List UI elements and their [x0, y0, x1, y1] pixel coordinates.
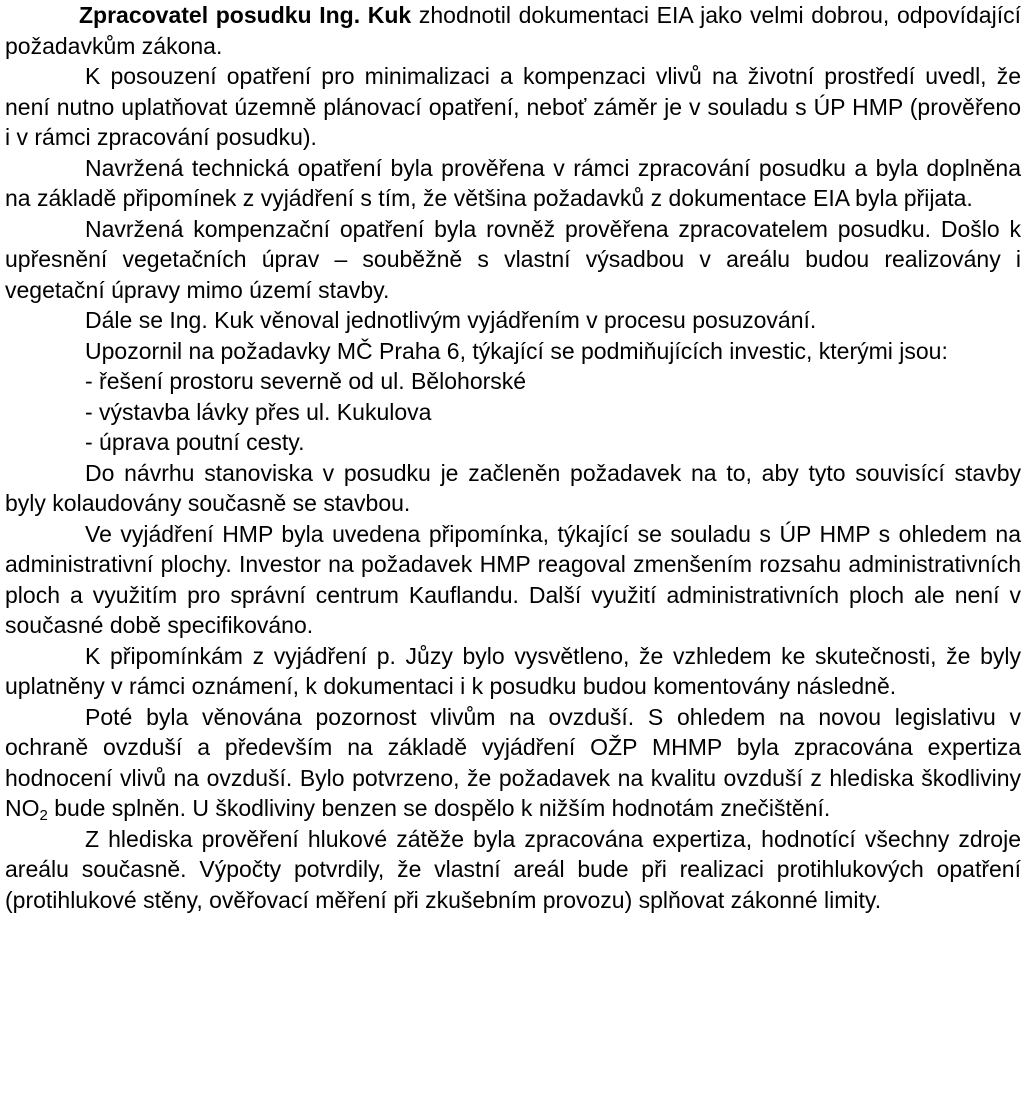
paragraph-10-subscript: 2 — [39, 807, 48, 824]
paragraph-8: Ve vyjádření HMP byla uvedena připomínka, týkající se souladu s ÚP HMP s ohledem na administrativní plochy. Investor na požadavek HMP reagoval zmenšením rozsahu administrativních ploch a využitím pro správní centrum Kauflandu. Další využití administrativních ploch ale není v současné době specifikováno. — [5, 520, 1021, 638]
paragraph-10-text-after: bude splněn. U škodliviny benzen se dospělo k nižším hodnotám znečištění. — [47, 795, 831, 821]
list-item-1: - řešení prostoru severně od ul. Bělohorské — [85, 368, 527, 394]
paragraph-9: K připomínkám z vyjádření p. Jůzy bylo vysvětleno, že vzhledem ke skutečnosti, že byly uplatněny v rámci oznámení, k dokumentaci i k posudku budou komentovány následně. — [5, 642, 1021, 699]
list-item-2: - výstavba lávky přes ul. Kukulova — [85, 398, 432, 425]
paragraph-1-text: zhodnotil dokumentaci EIA jako velmi dobrou, odpovídající požadavkům zákona. — [5, 2, 1021, 59]
paragraph-5: Dále se Ing. Kuk věnoval jednotlivým vyjádřením v procesu posuzování. — [85, 307, 817, 333]
paragraph-6: Upozornil na požadavky MČ Praha 6, týkající se podmiňujících investic, kterými jsou: — [85, 337, 948, 364]
paragraph-1-bold-lead: Zpracovatel posudku Ing. Kuk — [79, 2, 412, 28]
paragraph-10 — [5, 702, 1021, 824]
paragraph-4: Navržená kompenzační opatření byla rovněž prověřena zpracovatelem posudku. Došlo k upřesnění vegetačních úprav – souběžně s vlastní výsadbou v areálu budou realizovány i vegetační úpravy mimo území stavby. — [5, 215, 1021, 303]
paragraph-7: Do návrhu stanoviska v posudku je začleněn požadavek na to, aby tyto souvisící stavby byly kolaudovány současně se stavbou. — [5, 459, 1021, 516]
paragraph-2: K posouzení opatření pro minimalizaci a kompenzaci vlivů na životní prostředí uvedl, že není nutno uplatňovat územně plánovací opatření, neboť záměr je v souladu s ÚP HMP (prověřeno i v rámci zpracování posudku). — [5, 63, 1021, 150]
paragraph-11: Z hlediska prověření hlukové zátěže byla zpracována expertiza, hodnotící všechny zdroje areálu současně. Výpočty potvrdily, že vlastní areál bude při realizaci protihlukových opatření (protihlukové stěny, ověřovací měření při zkušebním provozu) splňovat zákonné limity. — [5, 825, 1021, 913]
paragraph-10-text-before: Poté byla věnována pozornost vlivům na ovzduší. S ohledem na novou legislativu v ochraně ovzduší a především na základě vyjádření OŽP MHMP byla zpracována expertiza hodnocení vlivů na ovzduší. Bylo potvrzeno, že požadavek na kvalitu ovzduší z hlediska škodliviny NO — [5, 703, 1021, 821]
paragraph-3: Navržená technická opatření byla prověřena v rámci zpracování posudku a byla doplněna na základě připomínek z vyjádření s tím, že většina požadavků z dokumentace EIA byla přijata. — [5, 154, 1021, 211]
paragraph-1 — [5, 0, 1021, 61]
list-item-3: - úprava poutní cesty. — [85, 429, 305, 455]
